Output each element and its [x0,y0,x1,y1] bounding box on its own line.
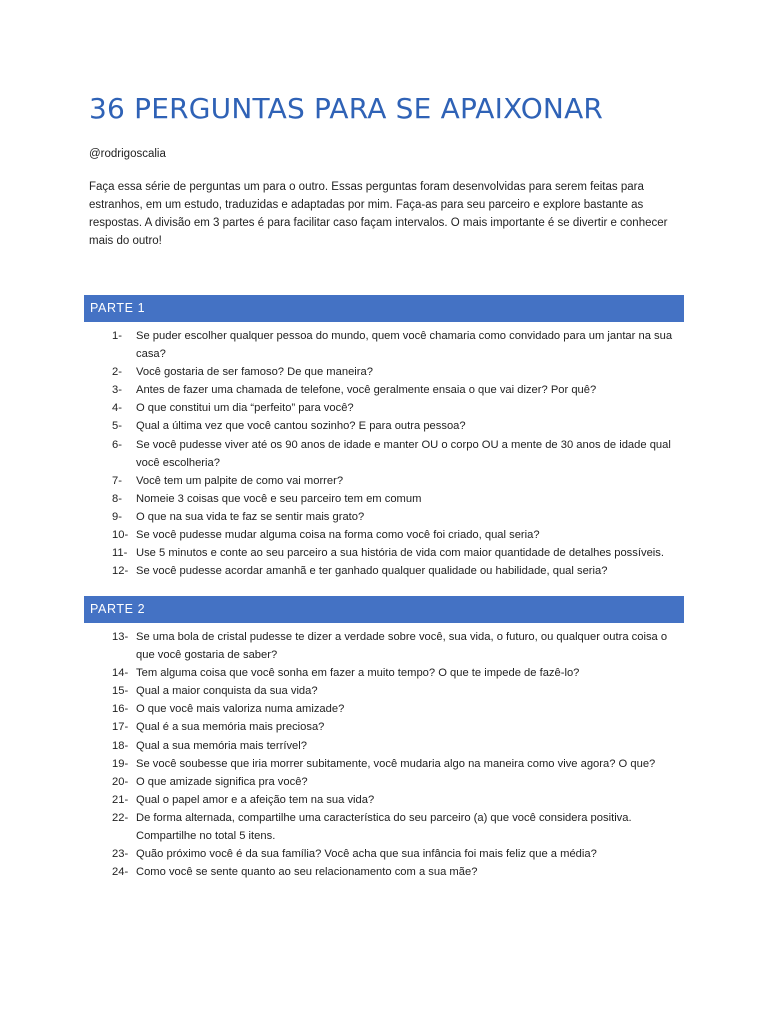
question-item [112,863,684,881]
question-text: Antes de fazer uma chamada de telefone, você geralmente ensaia o que vai dizer? Por quê? [136,384,597,397]
question-number: 6- [112,438,122,451]
question-number: 8- [112,492,122,505]
question-text: O que constitui um dia “perfeito” para você? [136,402,354,415]
question-item [112,628,684,664]
question-text: Quão próximo você é da sua família? Você acha que sua infância foi mais feliz que a média? [136,848,597,861]
question-item [112,417,684,435]
page-title: 36 PERGUNTAS PARA SE APAIXONAR [89,92,604,125]
question-text: Qual é a sua memória mais preciosa? [136,721,325,734]
question-number: 19- [112,757,129,770]
question-text: Se você soubesse que iria morrer subitamente, você mudaria algo na maneira como vive agora? O que? [136,757,656,770]
question-text: Se puder escolher qualquer pessoa do mundo, quem você chamaria como convidado para um jantar na sua casa? [136,330,673,361]
question-text: Qual a maior conquista da sua vida? [136,685,318,698]
question-text: Se você pudesse viver até os 90 anos de idade e manter OU o corpo OU a mente de 30 anos de idade qual você escolheria? [136,438,671,469]
question-text: Se uma bola de cristal pudesse te dizer a verdade sobre você, sua vida, o futuro, ou qualquer outra coisa o que você gostaria de saber? [136,631,668,662]
intro-paragraph: Faça essa série de perguntas um para o outro. Essas perguntas foram desenvolvidas para serem feitas para estranhos, em um estudo, traduzidas e adaptadas por mim. Faça-as para seu parceiro e explore bastante as respostas. A divisão em 3 partes é para facilitar caso façam intervalos. O mais importante é se divertir e conhecer mais do outro! [89,181,668,247]
question-item [112,791,684,809]
question-item [112,327,684,363]
question-item [112,700,684,718]
question-text: Você tem um palpite de como vai morrer? [136,474,344,487]
question-text: Se você pudesse mudar alguma coisa na forma como você foi criado, qual seria? [136,529,540,542]
question-text: Você gostaria de ser famoso? De que maneira? [136,366,373,379]
question-item [112,664,684,682]
question-number: 24- [112,866,129,879]
question-item [112,755,684,773]
question-number: 16- [112,703,129,716]
question-list-parte-1 [112,327,684,580]
question-text: Use 5 minutos e conte ao seu parceiro a sua história de vida com maior quantidade de detalhes possíveis. [136,547,664,560]
question-text: Tem alguma coisa que você sonha em fazer a muito tempo? O que te impede de fazê-lo? [136,667,580,680]
question-number: 20- [112,775,129,788]
question-number: 1- [112,330,122,342]
question-text: Como você se sente quanto ao seu relacionamento com a sua mãe? [136,866,478,879]
question-item [112,845,684,863]
question-text: Qual a última vez que você cantou sozinho? E para outra pessoa? [136,420,466,433]
question-item [112,363,684,381]
question-number: 17- [112,721,129,734]
question-number: 14- [112,667,129,680]
question-text: Qual a sua memória mais terrível? [136,739,307,752]
question-item [112,399,684,417]
question-item [112,682,684,700]
question-text: Nomeie 3 coisas que você e seu parceiro tem em comum [136,492,422,505]
question-number: 3- [112,384,122,397]
question-number: 15- [112,685,129,698]
question-text: O que na sua vida te faz se sentir mais grato? [136,510,365,523]
question-item [112,718,684,736]
question-item [112,381,684,399]
question-number: 4- [112,402,122,415]
question-item [112,526,684,544]
question-item [112,773,684,791]
author-handle: @rodrigoscalia [89,148,166,160]
question-text: Qual o papel amor e a afeição tem na sua vida? [136,793,375,806]
question-number: 10- [112,529,129,542]
question-text: O que amizade significa pra você? [136,775,308,788]
question-item [112,472,684,490]
question-number: 2- [112,366,122,379]
question-number: 18- [112,739,129,752]
question-list-parte-2 [112,628,684,881]
section-heading-parte-1: PARTE 1 [84,295,684,322]
question-number: 12- [112,565,129,578]
question-item [112,436,684,472]
question-item [112,809,684,845]
question-item [112,508,684,526]
question-text: De forma alternada, compartilhe uma característica do seu parceiro (a) que você considera positiva. Compartilhe no total 5 itens. [136,811,632,843]
question-text: Se você pudesse acordar amanhã e ter ganhado qualquer qualidade ou habilidade, qual seria? [136,565,608,578]
question-item [112,490,684,508]
question-number: 21- [112,793,129,806]
section-heading-parte-2: PARTE 2 [84,596,684,623]
question-number: 5- [112,420,122,433]
question-item [112,737,684,755]
question-number: 11- [112,547,128,560]
question-item [112,562,684,580]
question-number: 22- [112,811,129,824]
question-number: 7- [112,474,122,487]
question-number: 23- [112,848,129,861]
question-text: O que você mais valoriza numa amizade? [136,703,345,716]
question-item [112,544,684,562]
question-number: 13- [112,631,129,643]
question-number: 9- [112,510,122,523]
